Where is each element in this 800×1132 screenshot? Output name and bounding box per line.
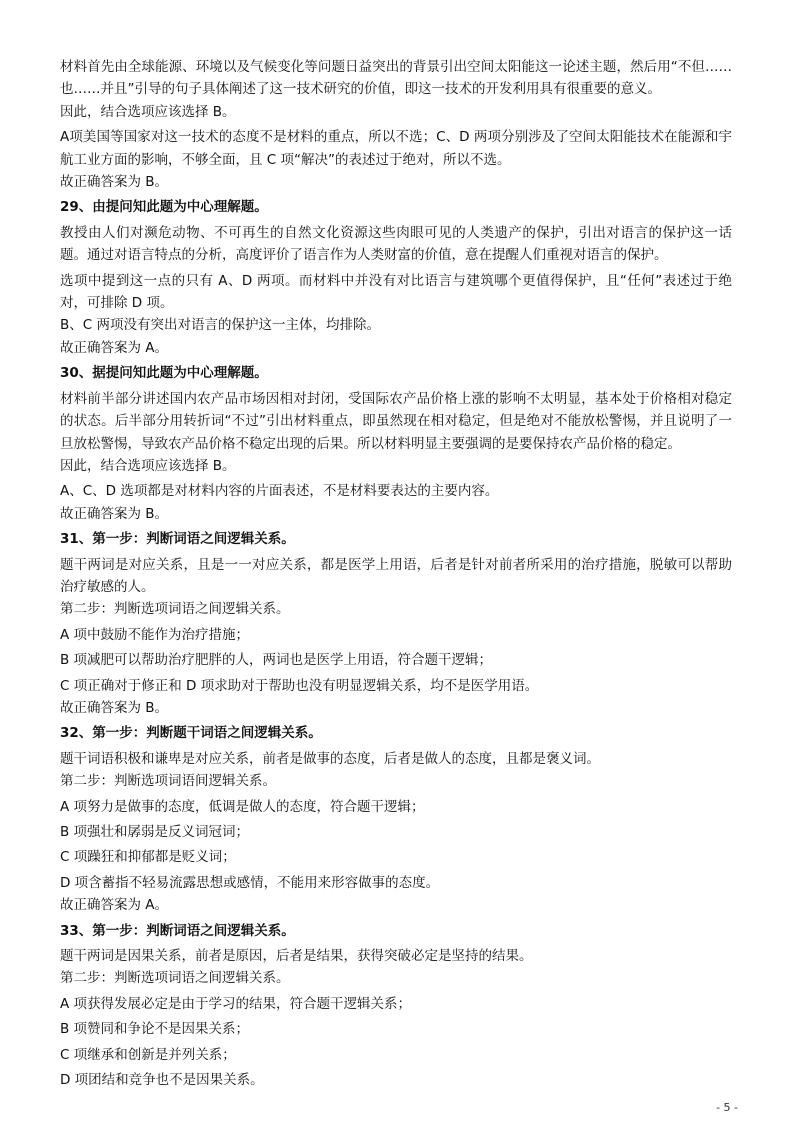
paragraph: 因此，结合选项应该选择 B。 [60, 457, 236, 474]
paragraph: 题干两词是因果关系，前者是原因，后者是结果，获得突破必定是坚持的结果。 [60, 948, 533, 965]
paragraph: C 项正确对于修正和 D 项求助对于帮助也没有明显逻辑关系，均不是医学用语。 [60, 677, 539, 694]
paragraph: 因此，结合选项应该选择 B。 [60, 103, 236, 120]
paragraph: 教授由人们对濒危动物、不可再生的自然文化资源这些肉眼可见的人类遗产的保护，引出对语言的保护这一话题。通过对语言特点的分析，高度评价了语言作为人类财富的价值，意在提醒人们重视对语言的保护。 [60, 224, 732, 264]
question-heading: 30、据提问知此题为中心理解题。 [60, 365, 268, 382]
paragraph: 故正确答案为 B。 [60, 699, 169, 716]
paragraph: 题干词语积极和谦卑是对应关系，前者是做事的态度，后者是做人的态度，且都是褒义词。 [60, 750, 600, 767]
paragraph: A项美国等国家对这一技术的态度不是材料的重点，所以不选；C、D 两项分别涉及了空间太阳能技术在能源和宇航工业方面的影响，不够全面，且 C 项“解决”的表述过于绝对，所以不选。 [60, 129, 732, 168]
paragraph: A 项获得发展必定是由于学习的结果，符合题干逻辑关系； [60, 995, 412, 1012]
paragraph: 材料首先由全球能源、环境以及气候变化等问题日益突出的背景引出空间太阳能这一论述主题，然后用“不但……也……并且”引导的句子具体阐述了这一技术研究的价值，即这一技术的开发利用具有很重要的意义。 [60, 59, 732, 98]
question-heading: 32、第一步：判断题干词语之间逻辑关系。 [60, 725, 322, 742]
paragraph: B 项赞同和争论不是因果关系； [60, 1021, 250, 1038]
question-heading: 29、由提问知此题为中心理解题。 [60, 199, 268, 216]
paragraph: 题干两词是对应关系，且是一一对应关系，都是医学上用语，后者是针对前者所采用的治疗措施，脱敏可以帮助治疗敏感的人。 [60, 556, 732, 595]
paragraph: 第二步：判断选项词语之间逻辑关系。 [60, 970, 290, 987]
paragraph: B 项强壮和孱弱是反义词冠词； [60, 824, 250, 840]
question-heading: 31、第一步：判断词语之间逻辑关系。 [60, 531, 295, 548]
paragraph: A 项中鼓励不能作为治疗措施； [60, 626, 250, 643]
paragraph: 故正确答案为 A。 [60, 339, 169, 356]
paragraph: A 项努力是做事的态度，低调是做人的态度，符合题干逻辑； [60, 798, 425, 815]
paragraph: 材料前半部分讲述国内农产品市场因相对封闭，受国际农产品价格上涨的影响不太明显，基本处于价格相对稳定的状态。后半部分用转折词“不过”引出材料重点，即虽然现在相对稳定，但是绝对不能放松警惕，并且说明了一旦放松警惕，导致农产品价格不稳定出现的后果。所以材料明显主要强调的是要保持农产品价格的稳定。 [60, 390, 732, 452]
page-number: - 5 - [716, 1101, 738, 1114]
paragraph: C 项躁狂和抑郁都是贬义词； [60, 849, 236, 866]
paragraph: 故正确答案为 B。 [60, 505, 169, 522]
paragraph: 第二步：判断选项词语间逻辑关系。 [60, 773, 276, 790]
paragraph: D 项含蓄指不轻易流露思想或感情，不能用来形容做事的态度。 [60, 874, 440, 891]
paragraph: C 项继承和创新是并列关系； [60, 1046, 236, 1063]
paragraph: D 项团结和竞争也不是因果关系。 [60, 1072, 264, 1089]
paragraph: A、C、D 选项都是对材料内容的片面表述，不是材料要表达的主要内容。 [60, 483, 499, 500]
paragraph: B、C 两项没有突出对语言的保护这一主体，均排除。 [60, 317, 380, 334]
paragraph: B 项减肥可以帮助治疗肥胖的人，两词也是医学上用语，符合题干逻辑； [60, 652, 493, 669]
paragraph: 故正确答案为 A。 [60, 897, 169, 914]
question-heading: 33、第一步：判断词语之间逻辑关系。 [60, 922, 295, 939]
paragraph: 选项中提到这一点的只有 A、D 两项。而材料中并没有对比语言与建筑哪个更值得保护，且“任何”表述过于绝对，可排除 D 项。 [60, 272, 732, 312]
paragraph: 第二步：判断选项词语之间逻辑关系。 [60, 601, 290, 618]
paragraph: 故正确答案为 B。 [60, 174, 169, 191]
